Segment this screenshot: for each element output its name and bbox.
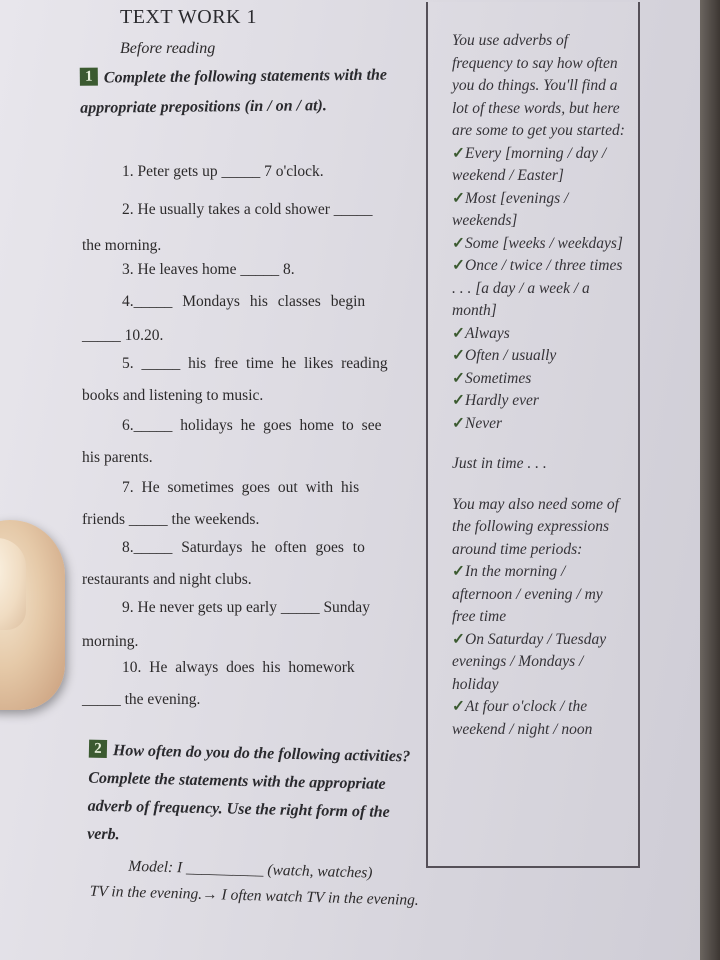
checkmark-icon: ✓	[452, 698, 465, 715]
expression-item	[452, 561, 628, 629]
sidebar-content	[452, 30, 628, 741]
exercise-item-line1: 10. He always does his homework	[122, 659, 355, 676]
exercise-item	[82, 656, 412, 712]
page-edge	[700, 0, 720, 960]
checkmark-icon: ✓	[452, 392, 465, 409]
exercise-item-line2: the morning.	[82, 237, 162, 254]
exercise-item-line2: _____ 10.20.	[82, 327, 164, 344]
exercise-item	[82, 414, 412, 470]
exercise-item-line2: restaurants and night clubs.	[82, 571, 252, 588]
exercise-item-line1: 5. _____ his free time he likes reading	[122, 355, 388, 372]
checkmark-icon: ✓	[452, 414, 465, 432]
adverb-item-text: Always	[465, 324, 510, 342]
adverb-item-text: Most [evenings / weekends]	[452, 189, 569, 229]
task2-model	[89, 853, 470, 916]
checkmark-icon: ✓	[452, 630, 465, 648]
adverb-item	[452, 323, 628, 346]
sidebar-intro: You use adverbs of frequency to say how often you do things. You'll find a lot of these words, but here are some to get you started:	[452, 32, 625, 139]
expression-item-text: On Saturday / Tuesday evenings / Mondays / holiday	[452, 630, 607, 693]
adverb-item	[452, 345, 628, 368]
checkmark-icon: ✓	[452, 189, 465, 207]
checkmark-icon: ✓	[452, 563, 465, 580]
exercise-item	[82, 290, 412, 348]
exercise-item-line1: 6._____ holidays he goes home to see	[122, 417, 382, 434]
sidebar-intro2: You may also need some of the following expressions around time periods:	[452, 495, 619, 558]
checkmark-icon: ✓	[452, 234, 465, 252]
checkmark-icon: ✓	[452, 144, 465, 162]
adverb-item-text: Sometimes	[465, 369, 532, 387]
exercise-item-line2: his parents.	[82, 449, 153, 466]
exercise-item-line1: 2. He usually takes a cold shower _____	[122, 201, 373, 218]
task2-instructions	[87, 737, 411, 856]
exercise-item-line1: 3. He leaves home _____ 8.	[122, 261, 295, 278]
expression-list	[452, 561, 628, 741]
checkmark-icon: ✓	[452, 369, 465, 387]
adverb-item	[452, 143, 628, 188]
adverb-item-text: Every [morning / day / weekend / Easter]	[452, 144, 607, 184]
exercise-item-line1: 4._____ Mondays his classes begin	[122, 293, 366, 310]
exercise-item-line1: 9. He never gets up early _____ Sunday	[122, 599, 370, 616]
expression-item	[452, 696, 628, 741]
adverb-item-text: Often / usually	[465, 347, 557, 364]
adverb-list	[452, 143, 628, 436]
expression-item-text: In the morning / afternoon / evening / my free time	[452, 563, 603, 625]
exercise-item-line1: 8._____ Saturdays he often goes to	[122, 539, 365, 556]
exercise-item	[82, 536, 412, 592]
exercise-item-line2: morning.	[82, 633, 139, 650]
checkmark-icon: ✓	[452, 257, 465, 274]
adverb-item	[452, 188, 628, 233]
adverb-item-text: Hardly ever	[465, 392, 539, 409]
checkmark-icon: ✓	[452, 347, 465, 364]
just-in-time-label: Just in time . . .	[452, 455, 547, 472]
page-heading: TEXT WORK 1	[120, 6, 257, 28]
adverb-item-text: Once / twice / three times . . . [a day / a week / a month]	[452, 257, 623, 319]
adverb-item	[452, 255, 628, 323]
exercise-item-line2: _____ the evening.	[82, 691, 201, 708]
task2-title: How often do you do the following activities? Complete the statements with the appropriate adverb of frequency. Use the right form of the verb.	[86, 742, 411, 844]
fingernail	[0, 538, 26, 630]
exercise-item-line1: 1. Peter gets up _____ 7 o'clock.	[122, 163, 324, 180]
expression-item	[452, 629, 628, 697]
adverb-item	[452, 233, 628, 256]
exercise-item	[82, 258, 412, 282]
model-line2: TV in the evening.→ I often watch TV in the evening.	[89, 882, 420, 909]
exercise-item-line2: friends _____ the weekends.	[82, 511, 260, 528]
task1-number-badge: 1	[80, 68, 98, 86]
page-subheading: Before reading	[120, 40, 216, 57]
exercise-item	[82, 198, 412, 258]
task1-title: Complete the following statements with the appropriate prepositions (in / on / at).	[80, 66, 388, 117]
task2-number-badge: 2	[89, 740, 107, 758]
adverb-item	[452, 390, 628, 413]
finger-photo	[0, 520, 65, 710]
exercise-item	[82, 160, 412, 184]
exercise-item	[82, 596, 412, 654]
adverb-item	[452, 413, 628, 436]
checkmark-icon: ✓	[452, 324, 465, 342]
exercise-item	[82, 476, 412, 532]
exercise-item	[82, 352, 412, 408]
adverbs-sidebar	[426, 2, 640, 868]
exercise-item-line1: 7. He sometimes goes out with his	[122, 479, 360, 496]
adverb-item-text: Some [weeks / weekdays]	[465, 234, 623, 252]
adverb-item-text: Never	[465, 414, 503, 432]
expression-item-text: At four o'clock / the weekend / night / noon	[452, 698, 593, 738]
model-line1: Model: I __________ (watch, watches)	[128, 857, 373, 882]
adverb-item	[452, 368, 628, 391]
exercise-item-line2: books and listening to music.	[82, 387, 264, 404]
task1-instructions	[80, 60, 421, 124]
